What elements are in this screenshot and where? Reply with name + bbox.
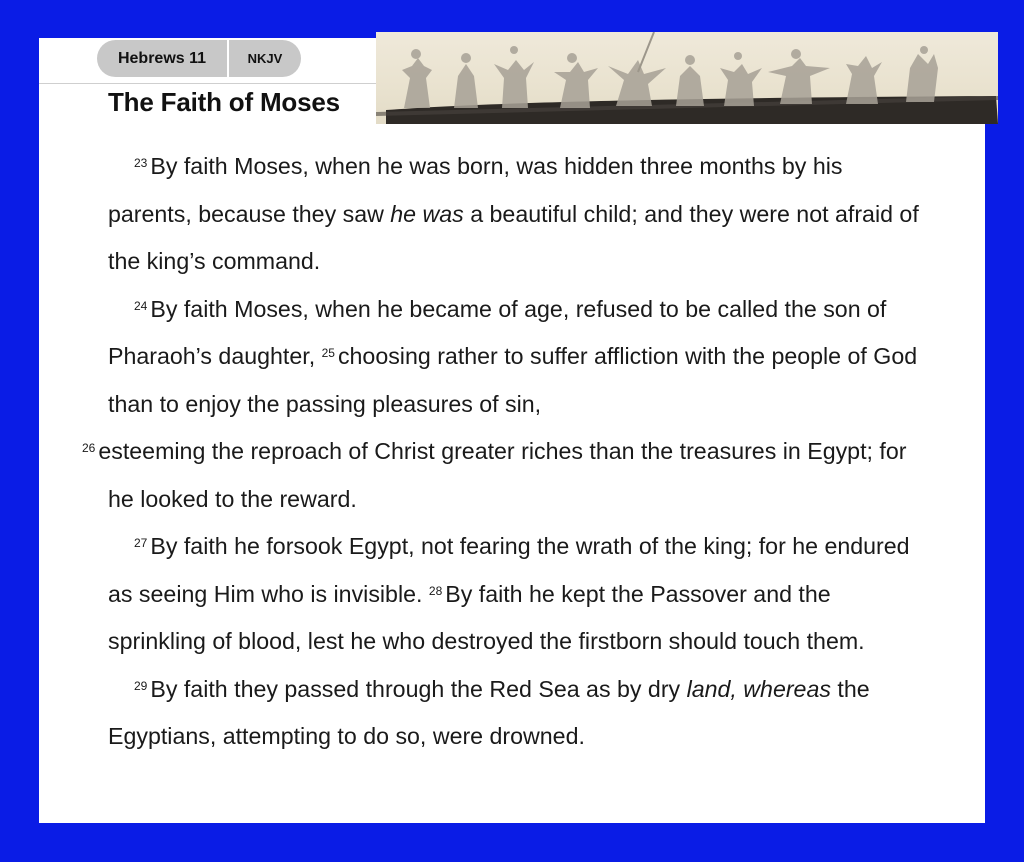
verse-text: choosing rather to suffer affliction with the people of God than to enjoy the passing pleasures of sin, xyxy=(108,343,918,417)
verse-number[interactable]: 24 xyxy=(134,298,148,313)
passage-selector[interactable] xyxy=(97,40,301,77)
reader-page xyxy=(39,38,985,823)
scripture-text xyxy=(82,143,928,761)
version-button[interactable]: NKJV xyxy=(247,51,283,66)
verse-text: By faith Moses, when he was born, was hidden three months by his parents, because they saw xyxy=(108,153,843,227)
verse-number[interactable]: 26 xyxy=(82,441,96,455)
verse-text: By faith he forsook Egypt, not fearing the wrath of the king; for he endured as seeing Him who is invisible. xyxy=(108,533,910,607)
verse-number[interactable]: 27 xyxy=(134,536,148,550)
verse-text: esteeming the reproach of Christ greater riches than the treasures in Egypt; for he looked to the reward. xyxy=(98,438,907,512)
verse-text: the Egyptians, attempting to do so, were drowned. xyxy=(108,675,870,749)
people-silhouettes-illustration xyxy=(376,32,998,124)
verse-text: By faith Moses, when he became of age, refused to be called the son of Pharaoh’s daughter, xyxy=(108,295,887,369)
paragraph xyxy=(108,143,928,286)
verse-text: By faith he kept the Passover and the sprinkling of blood, lest he who destroyed the firstborn should touch them. xyxy=(108,580,865,654)
section-heading: The Faith of Moses xyxy=(108,87,340,117)
verse-number[interactable]: 29 xyxy=(134,678,148,693)
verse-number[interactable]: 23 xyxy=(134,156,148,170)
verse-number[interactable]: 28 xyxy=(428,583,443,598)
paragraph xyxy=(82,286,928,524)
paragraph xyxy=(108,666,928,761)
verse-text: By faith they passed through the Red Sea as by dry xyxy=(150,675,687,702)
toolbar-divider xyxy=(39,83,379,84)
verse-text-italic: land, whereas xyxy=(686,675,831,702)
verse-number[interactable]: 25 xyxy=(321,346,335,360)
verse-text-italic: he was xyxy=(390,200,464,227)
paragraph xyxy=(108,523,928,666)
book-chapter-button[interactable]: Hebrews 11 xyxy=(117,49,207,67)
verse-text: a beautiful child; and they were not afraid of the king’s command. xyxy=(108,200,919,274)
